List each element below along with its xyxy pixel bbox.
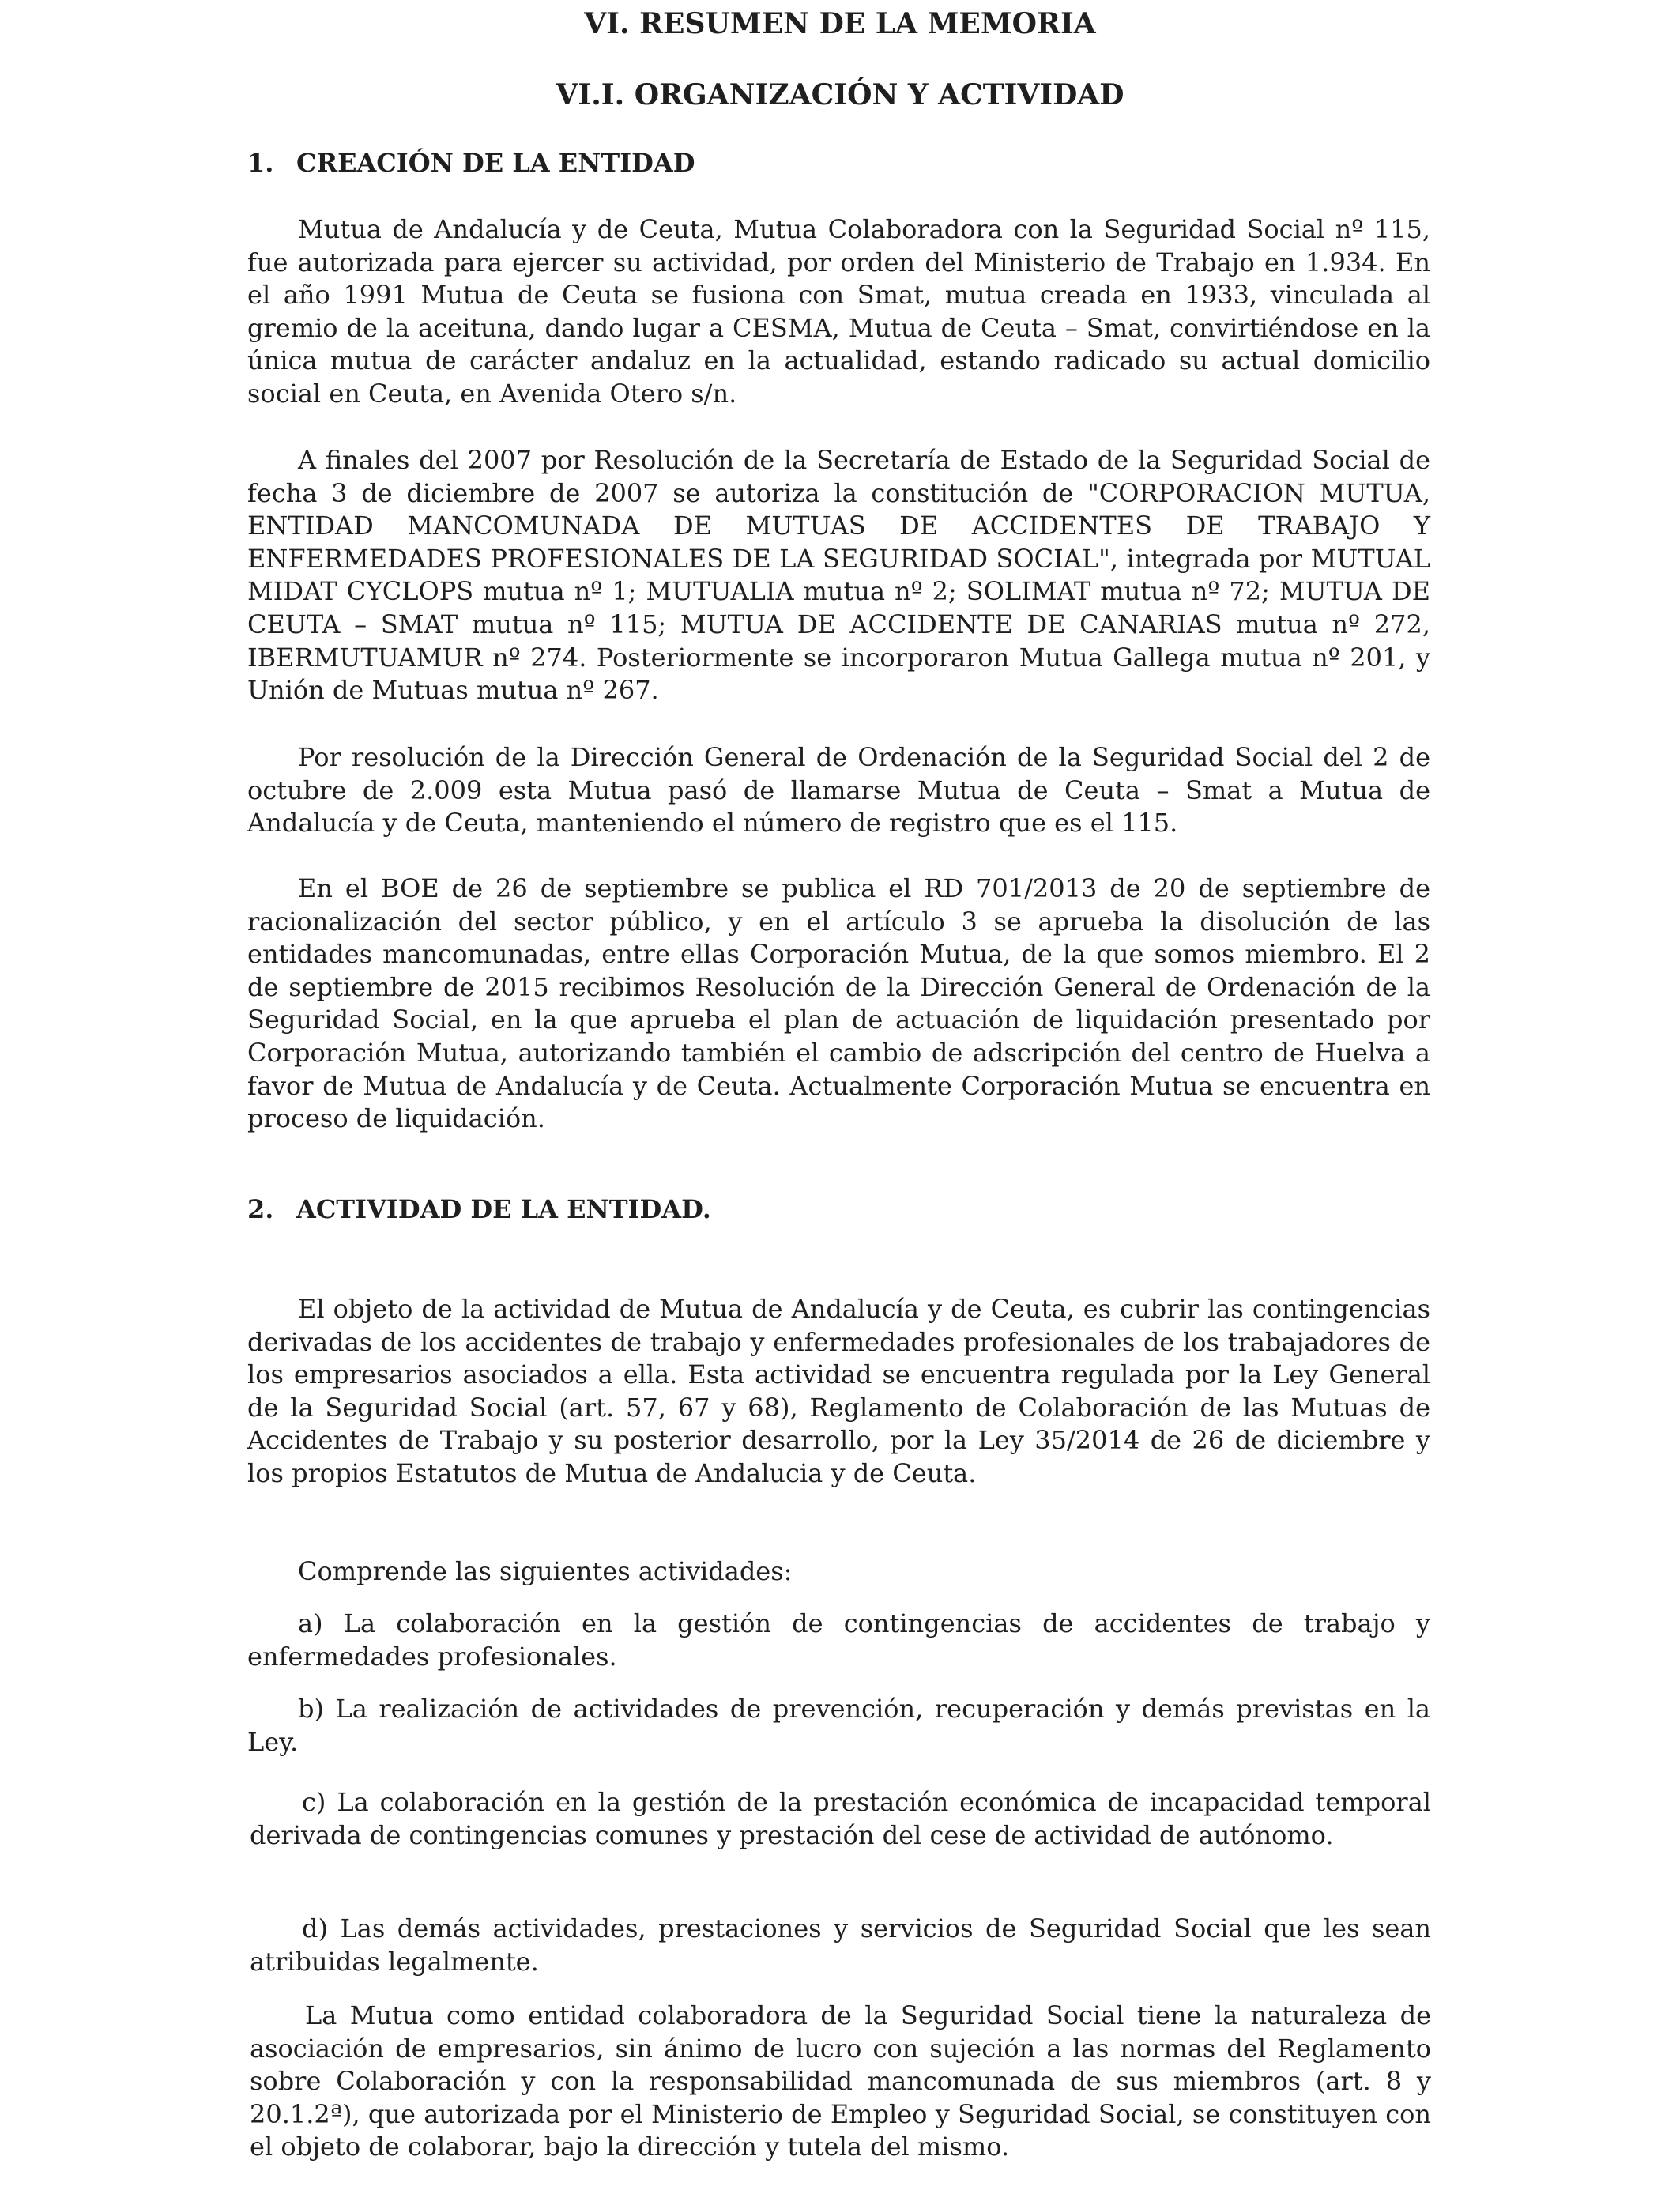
section-1-paragraph-4: En el BOE de 26 de septiembre se publica el RD 701/2013 de 20 de septiembre de racionalización del sector público, y en el artículo 3 se aprueba la disolución de las entidades mancomunadas, entre ellas Corporación Mutua, de la que somos miembro. El 2 de septiembre de 2015 recibimos Resolución de la Dirección General de Ordenación de la Seguridad Social, en la que aprueba el plan de actuación de liquidación presentado por Corporación Mutua, autorizando también el cambio de adscripción del centro de Huelva a favor de Mutua de Andalucía y de Ceuta. Actualmente Corporación Mutua se encuentra en proceso de liquidación. [247,873,1430,1134]
activity-item-b: b) La realización de actividades de prevención, recuperación y demás previstas en la Ley. [247,1694,1430,1757]
section-2-list-intro: Comprende las siguientes actividades: [298,1556,793,1586]
activity-item-c: c) La colaboración en la gestión de la prestación económica de incapacidad temporal derivada de contingencias comunes y prestación del cese de actividad de autónomo. [250,1787,1431,1850]
section-2-intro: El objeto de la actividad de Mutua de Andalucía y de Ceuta, es cubrir las contingencias derivadas de los accidentes de trabajo y enfermedades profesionales de los trabajadores de los empresarios asociados a ella. Esta actividad se encuentra regulada por la Ley General de la Seguridad Social (art. 57, 67 y 68), Reglamento de Colaboración de las Mutuas de Accidentes de Trabajo y su posterior desarrollo, por la Ley 35/2014 de 26 de diciembre y los propios Estatutos de Mutua de Andalucia y de Ceuta. [247,1294,1430,1488]
document-title: VI. RESUMEN DE LA MEMORIA [584,7,1096,40]
section-1-heading [247,147,695,179]
section-1-paragraph-3: Por resolución de la Dirección General de Ordenación de la Seguridad Social del 2 de octubre de 2.009 esta Mutua pasó de llamarse Mutua de Ceuta – Smat a Mutua de Andalucía y de Ceuta, manteniendo el número de registro que es el 115. [247,742,1430,839]
section-1-paragraph-1: Mutua de Andalucía y de Ceuta, Mutua Colaboradora con la Seguridad Social nº 115, fue autorizada para ejercer su actividad, por orden del Ministerio de Trabajo en 1.934. En el año 1991 Mutua de Ceuta se fusiona con Smat, mutua creada en 1933, vinculada al gremio de la aceituna, dando lugar a CESMA, Mutua de Ceuta – Smat, convirtiéndose en la única mutua de carácter andaluz en la actualidad, estando radicado su actual domicilio social en Ceuta, en Avenida Otero s/n. [247,214,1430,409]
section-2-number: 2. [247,1194,274,1224]
section-2-closing: La Mutua como entidad colaboradora de la Seguridad Social tiene la naturaleza de asociación de empresarios, sin ánimo de lucro con sujeción a las normas del Reglamento sobre Colaboración y con la responsabilidad mancomunada de sus miembros (art. 8 y 20.1.2ª), que autorizada por el Ministerio de Empleo y Seguridad Social, se constituyen con el objeto de colaborar, bajo la dirección y tutela del mismo. [250,2000,1431,2162]
section-2-title: ACTIVIDAD DE LA ENTIDAD. [296,1194,711,1224]
document-subtitle: VI.I. ORGANIZACIÓN Y ACTIVIDAD [556,78,1124,111]
activity-item-d: d) Las demás actividades, prestaciones y servicios de Seguridad Social que les sean atribuidas legalmente. [250,1913,1431,1977]
section-2-heading [247,1193,711,1225]
section-1-number: 1. [247,148,274,178]
section-1-title: CREACIÓN DE LA ENTIDAD [296,148,695,178]
section-1-paragraph-2: A finales del 2007 por Resolución de la Secretaría de Estado de la Seguridad Social de fecha 3 de diciembre de 2007 se autoriza la constitución de "CORPORACION MUTUA, ENTIDAD MANCOMUNADA DE MUTUAS DE ACCIDENTES DE TRABAJO Y ENFERMEDADES PROFESIONALES DE LA SEGURIDAD SOCIAL", integrada por MUTUAL MIDAT CYCLOPS mutua nº 1; MUTUALIA mutua nº 2; SOLIMAT mutua nº 72; MUTUA DE CEUTA – SMAT mutua nº 115; MUTUA DE ACCIDENTE DE CANARIAS mutua nº 272, IBERMUTUAMUR nº 274. Posteriormente se incorporaron Mutua Gallega mutua nº 201, y Unión de Mutuas mutua nº 267. [247,445,1430,706]
activity-item-a: a) La colaboración en la gestión de contingencias de accidentes de trabajo y enfermedades profesionales. [247,1608,1430,1672]
